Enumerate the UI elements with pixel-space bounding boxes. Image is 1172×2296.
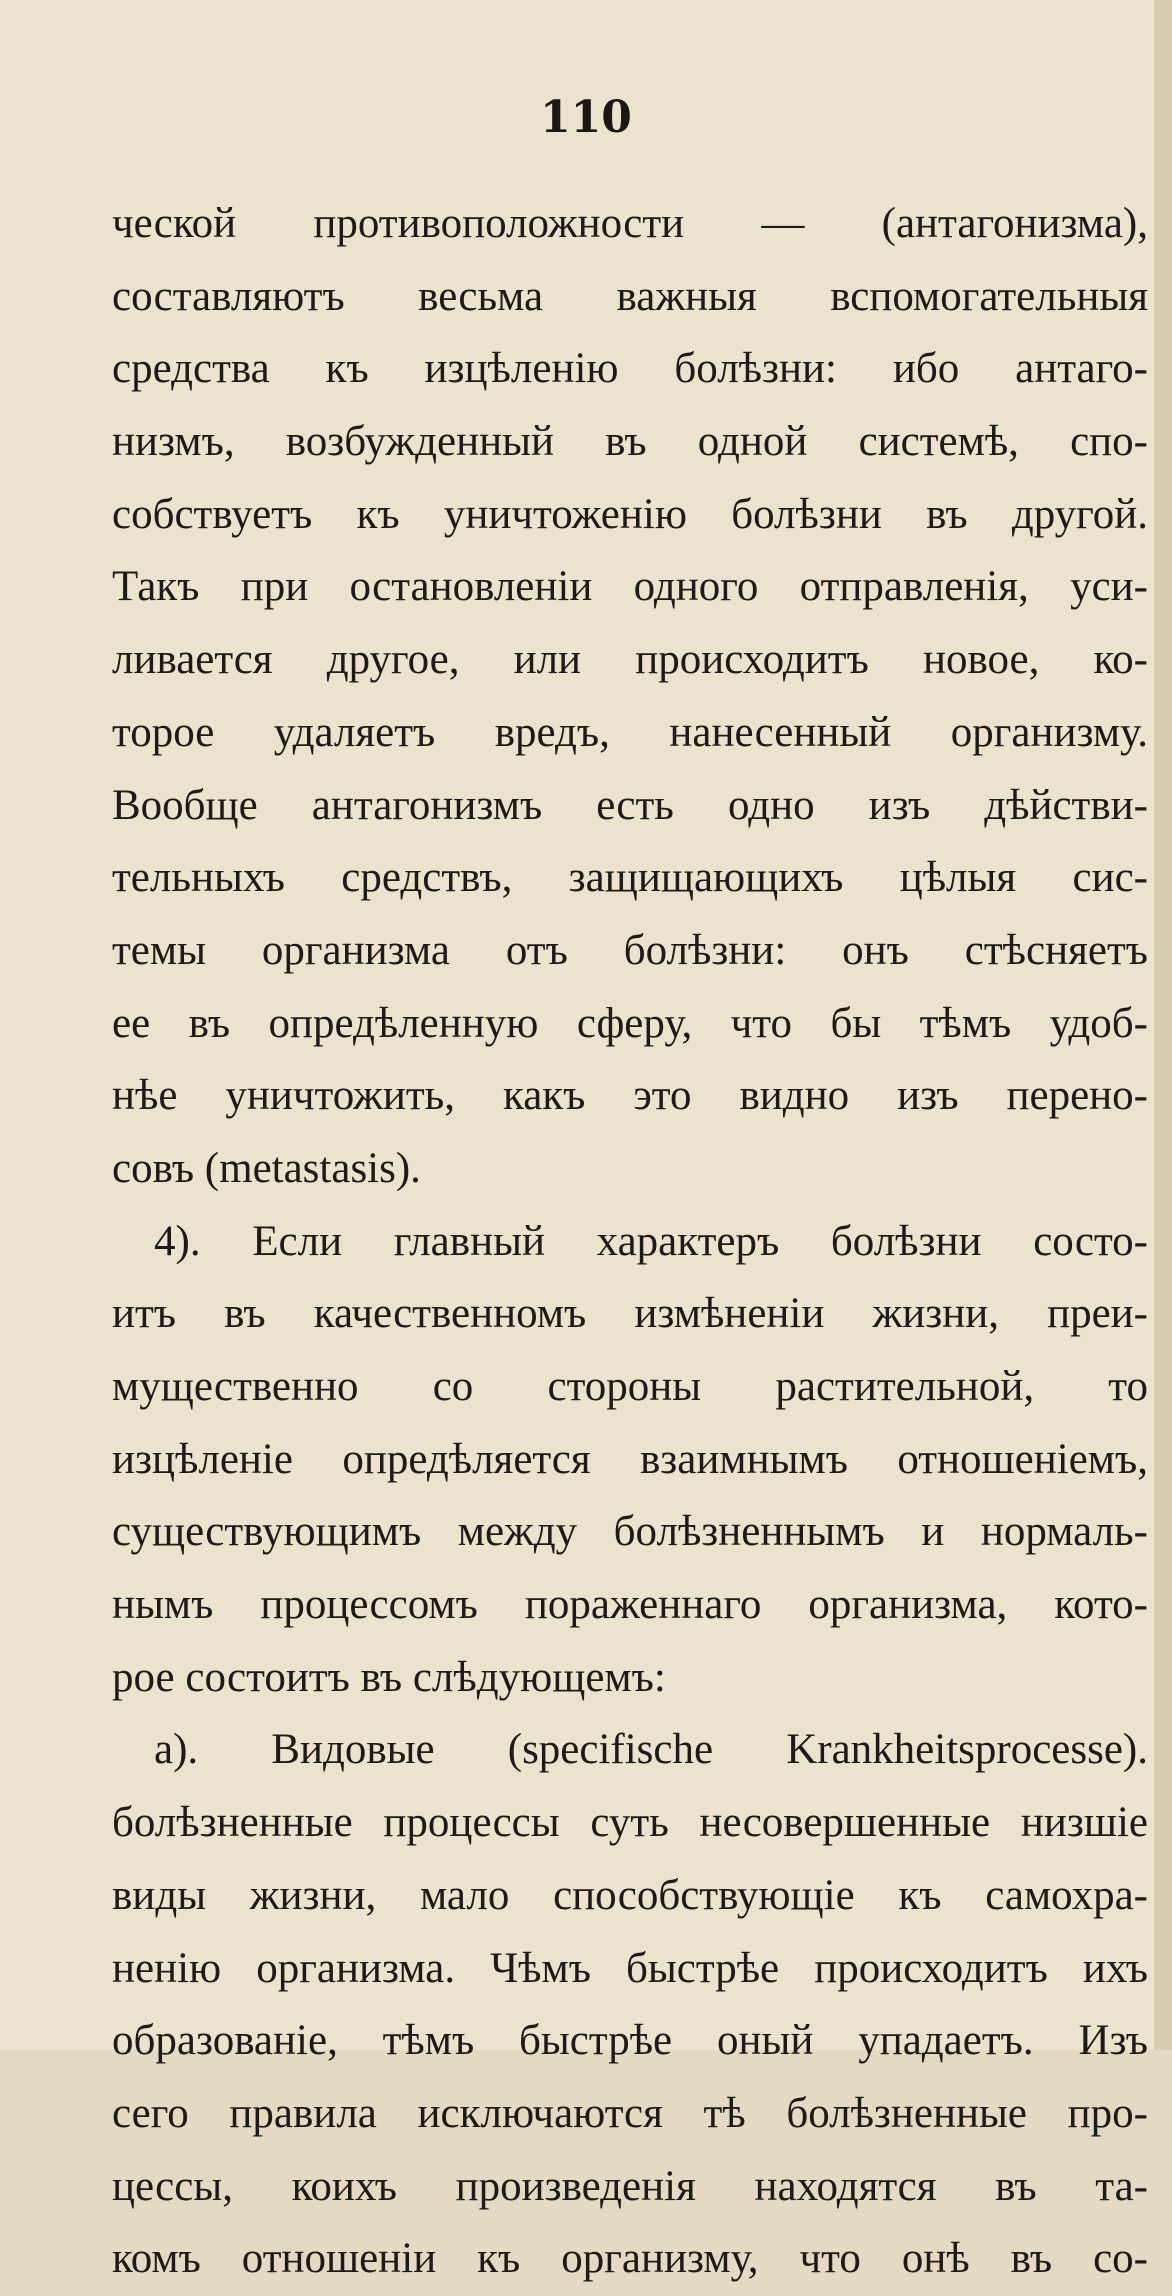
text-line: ливается другое, или происходитъ новое, ко- <box>112 636 1148 684</box>
text-line: изцѣленіе опредѣляется взаимнымъ отношеніемъ, <box>112 1435 1148 1483</box>
page-edge <box>1154 0 1172 2050</box>
text-line: виды жизни, мало способствующіе къ самохра- <box>112 1871 1148 1919</box>
text-line: ненію организма. Чѣмъ быстрѣе происходитъ ихъ <box>112 1944 1148 1992</box>
text-line: Вообще антагонизмъ есть одно изъ дѣйстви- <box>112 781 1148 829</box>
text-line: низмъ, возбужденный въ одной системѣ, спо- <box>112 418 1148 466</box>
text-line: нѣе уничтожить, какъ это видно изъ перено- <box>112 1072 1148 1120</box>
text-line: рое состоитъ въ слѣдующемъ: <box>112 1653 666 1701</box>
text-line: образованіе, тѣмъ быстрѣе оный упадаетъ. Изъ <box>112 2017 1148 2065</box>
text-line: средства къ изцѣленію болѣзни: ибо антаго- <box>112 345 1148 393</box>
text-line: нымъ процессомъ пораженнаго организма, кото- <box>112 1581 1148 1629</box>
text-line: а). Видовые (specifische Krankheitsprocesse). <box>154 1726 1148 1774</box>
text-line: мущественно со стороны растительной, то <box>112 1363 1148 1410</box>
text-line: Такъ при остановленіи одного отправленія, уси- <box>112 563 1148 611</box>
text-line: составляютъ весьма важныя вспомогательныя <box>112 272 1148 320</box>
text-line: совъ (metastasis). <box>112 1144 421 1192</box>
text-line: тельныхъ средствъ, защищающихъ цѣлыя сис- <box>112 854 1148 902</box>
text-line: цессы, коихъ произведенія находятся въ та- <box>112 2162 1148 2210</box>
text-line: итъ въ качественномъ измѣненіи жизни, преи- <box>112 1290 1148 1338</box>
text-line: торое удаляетъ вредъ, нанесенный организму. <box>112 708 1148 756</box>
text-line: ческой противоположности — (антагонизма), <box>112 200 1148 247</box>
text-line: болѣзненные процессы суть несовершенные низшіе <box>112 1799 1148 1847</box>
text-line: существующимъ между болѣзненнымъ и нормаль- <box>112 1508 1148 1556</box>
text-line: сего правила исключаются тѣ болѣзненные про- <box>112 2089 1148 2137</box>
text-line: ее въ опредѣленную сферу, что бы тѣмъ удоб- <box>112 999 1148 1047</box>
text-line: темы организма отъ болѣзни: онъ стѣсняетъ <box>112 926 1148 974</box>
text-line: комъ отношеніи къ организму, что онѣ въ со- <box>112 2235 1148 2283</box>
text-line: собствуетъ къ уничтоженію болѣзни въ другой. <box>112 490 1148 538</box>
text-line: 4). Если главный характеръ болѣзни состо- <box>154 1217 1148 1265</box>
page-number: 110 <box>540 92 632 143</box>
body-text <box>112 188 1148 2296</box>
